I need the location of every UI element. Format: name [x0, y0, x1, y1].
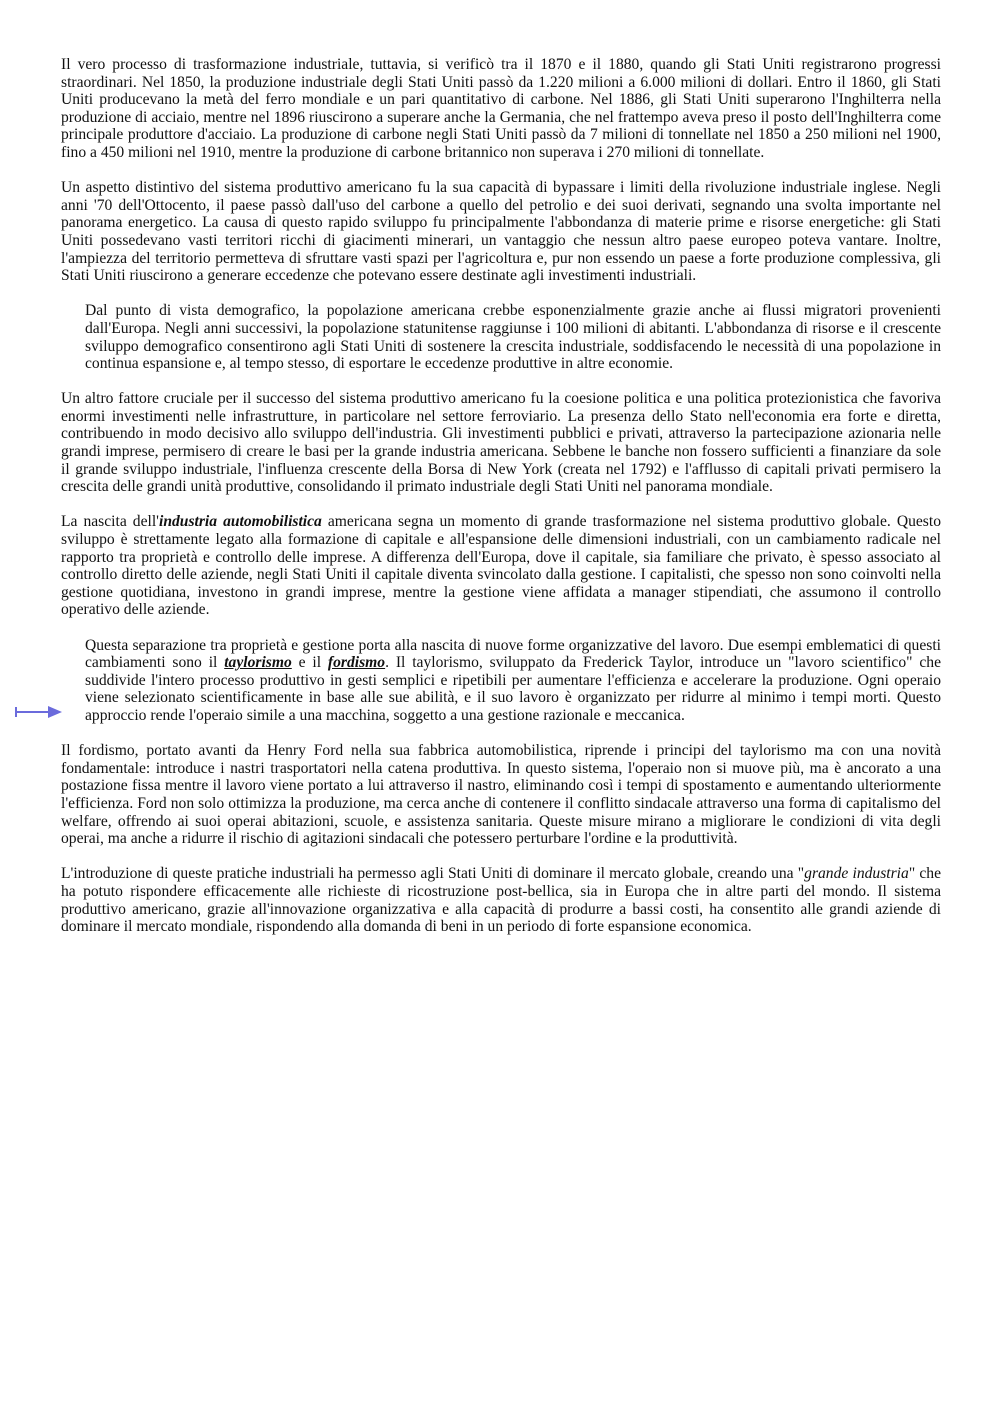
paragraph-grande-industria	[61, 865, 941, 935]
paragraph-energy-resources: Un aspetto distintivo del sistema produttivo americano fu la sua capacità di bypassare i limiti della rivoluzione industriale inglese. Negli anni '70 dell'Ottocento, il paese passò dall'uso del carbone a quello del petrolio e dei suoi derivati, segnando una svolta importante nel panorama energetico. La causa di questo rapido sviluppo fu principalmente l'abbondanza di materie prime e risorse energetiche: gli Stati Uniti possedevano vasti territori ricchi di giacimenti minerari, un vantaggio che nessun altro paese europeo poteva vantare. Inoltre, l'ampiezza del territorio permetteva di sfruttare vasti spazi per l'agricoltura e, pur non essendo un paese a forte produzione complessiva, gli Stati Uniti riuscirono a generare eccedenze che potevano essere destinate agli investimenti industriali.	[61, 179, 941, 285]
document-body	[61, 56, 941, 953]
term-fordismo: fordismo	[327, 654, 386, 672]
text-segment: La nascita dell'	[61, 513, 159, 531]
paragraph-political-cohesion: Un altro fattore cruciale per il successo del sistema produttivo americano fu la coesione politica e una politica protezionistica che favoriva enormi investimenti nelle infrastrutture, in particolare nel settore ferroviario. La presenza dello Stato nell'economia era forte e diretta, contribuendo in modo decisivo allo sviluppo dell'industria. Gli investimenti pubblici e privati, attraverso la partecipazione azionaria nelle grandi imprese, permisero di creare le basi per la grande industria americana. Sebbene le banche non fossero sufficienti a finanziare da sole il grande sviluppo industriale, l'influenza crescente della Borsa di New York (creata nel 1792) e l'afflusso di capitali privati permisero la crescita delle grandi unità produttive, consolidando il primato industriale degli Stati Uniti nel panorama mondiale.	[61, 390, 941, 496]
text-segment: . Il taylorismo, sviluppato da Frederick Taylor, introduce un "lavoro scientifico" che suddivide l'intero processo produttivo in gesti semplici e ripetibili per aumentare l'efficienza e accelerare la produzione. Ogni operaio viene selezionato scientificamente in base alle sue abilità, e il suo lavoro è organizzato per ridurre al minimo i tempi morti. Questo approccio rende l'operaio simile a una macchina, soggetto a una gestione razionale e meccanica.	[85, 654, 941, 724]
paragraph-automobile-industry	[61, 513, 941, 619]
term-automobile-industry: industria automobilistica	[158, 513, 322, 531]
arrow-right-icon	[14, 704, 64, 720]
paragraph-industrial-growth: Il vero processo di trasformazione industriale, tuttavia, si verificò tra il 1870 e il 1880, quando gli Stati Uniti registrarono progressi straordinari. Nel 1850, la produzione industriale degli Stati Uniti passò da 1.220 milioni a 6.000 milioni di dollari. Entro il 1860, gli Stati Uniti producevano la metà del ferro mondiale e un pari quantitativo di carbone. Nel 1886, gli Stati Uniti superarono l'Inghilterra nella produzione di acciaio, mentre nel 1896 riuscirono a superare anche la Germania, che nel frattempo aveva preso il posto dell'Inghilterra come principale produttore d'acciaio. La produzione di carbone negli Stati Uniti passò da 7 milioni di tonnellate nel 1850 a 250 milioni nel 1900, fino a 450 milioni nel 1910, mentre la produzione di carbone britannico non superava i 270 milioni di tonnellate.	[61, 56, 941, 161]
text-segment: L'introduzione di queste pratiche industriali ha permesso agli Stati Uniti di dominare il mercato globale, creando una "	[61, 865, 805, 883]
paragraph-fordism: Il fordismo, portato avanti da Henry Ford nella sua fabbrica automobilistica, riprende i principi del taylorismo ma con una novità fondamentale: introduce i nastri trasportatori nella catena produttiva. In questo sistema, l'operaio non si muove più, ma è ancorato a una postazione fissa mentre il lavoro viene portato a lui attraverso il nastro, eliminando così i tempi di spostamento e aumentando ulteriormente l'efficienza. Ford non solo ottimizza la produzione, ma cerca anche di contenere il conflitto sindacale attraverso una forma di capitalismo del welfare, offrendo ai suoi operai abitazioni, scuole, e assistenza sanitaria. Queste misure mirano a migliorare le condizioni di vita degli operai, ma anche a ridurre il rischio di agitazioni sindacali che potessero perturbare l'ordine e la produttività.	[61, 742, 941, 848]
paragraph-demography: Dal punto di vista demografico, la popolazione americana crebbe esponenzialmente grazie anche ai flussi migratori provenienti dall'Europa. Negli anni successivi, la popolazione statunitense raggiunse i 100 milioni di abitanti. L'abbondanza di risorse e il crescente sviluppo demografico consentirono agli Stati Uniti di sostenere la crescita industriale, soddisfacendo le necessità di una popolazione in continua espansione e, al tempo stesso, di esportare le eccedenze produttive in altre economie.	[85, 302, 941, 373]
text-segment: e il	[291, 654, 328, 672]
term-taylorismo: taylorismo	[224, 654, 292, 672]
text-segment: Questa separazione tra proprietà e gestione porta alla nascita di nuove forme organizzative del lavoro. Due esempi emblematici di questi cambiamenti sono il	[85, 636, 941, 672]
term-grande-industria: grande industria	[804, 865, 909, 883]
text-segment: americana segna un momento di grande trasformazione nel sistema produttivo globale. Questo sviluppo è strettamente legato alla formazione di capitale e all'espansione delle dimensioni industriali, con un cambiamento radicale nel rapporto tra proprietà e controllo delle imprese. A differenza dell'Europa, dove il capitale, sia familiare che privato, è spesso associato al controllo diretto delle aziende, negli Stati Uniti il capitale diventa svincolato dalla gestione. I capitalisti, che spesso non sono coinvolti nella gestione quotidiana, investono in grandi imprese, mentre la gestione viene affidata a manager stipendiati, che assumono il controllo operativo delle aziende.	[61, 513, 942, 619]
text-segment: " che ha potuto rispondere efficacemente alle richieste di ricostruzione post-bellica, sia in Europa che in altre parti del mondo. Il sistema produttivo americano, grazie all'innovazione organizzativa e alla capacità di produrre a bassi costi, ha consentito alle grandi aziende di dominare il mercato mondiale, rispondendo alla domanda di beni in un periodo di forte espansione economica.	[61, 865, 942, 936]
paragraph-taylorism	[85, 637, 941, 725]
